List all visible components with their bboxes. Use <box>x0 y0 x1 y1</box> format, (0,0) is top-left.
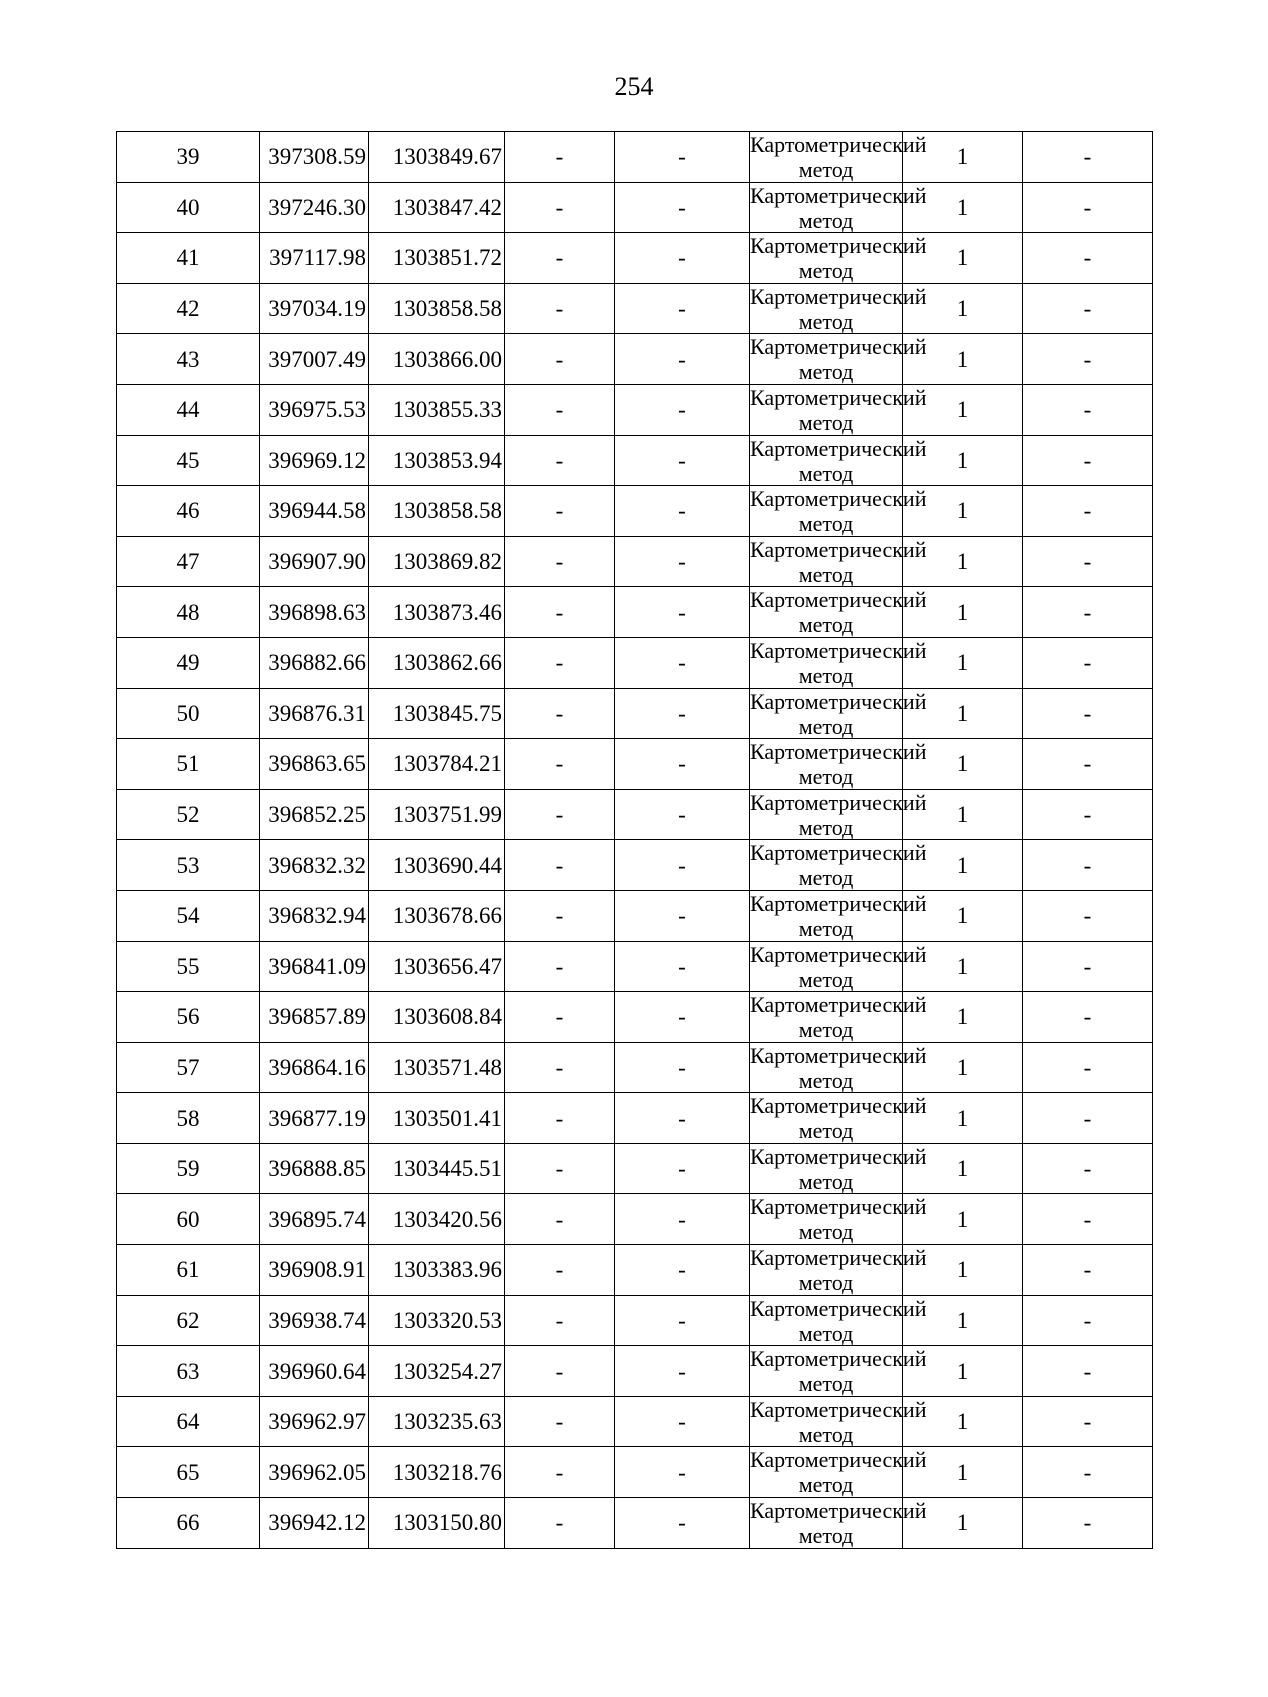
point-number-cell: 45 <box>117 435 260 486</box>
empty-value-cell: - <box>505 1396 615 1447</box>
method-cell <box>750 1042 927 1093</box>
method-cell <box>750 182 927 233</box>
accuracy-cell: 1 <box>903 1143 1023 1194</box>
empty-value-cell: - <box>1023 1396 1153 1447</box>
empty-value-cell: - <box>505 1093 615 1144</box>
y-coordinate-cell: 1303784.21 <box>369 739 505 790</box>
method-cell <box>750 890 927 941</box>
empty-value-cell: - <box>505 992 615 1043</box>
point-number-cell: 63 <box>117 1346 260 1397</box>
method-text: Картометрический метод <box>750 789 927 840</box>
y-coordinate-cell: 1303845.75 <box>369 688 505 739</box>
x-coordinate-cell: 396975.53 <box>260 384 369 435</box>
point-number-cell: 39 <box>117 132 260 183</box>
y-coordinate-cell: 1303851.72 <box>369 233 505 284</box>
method-text: Картометрический метод <box>750 992 927 1043</box>
x-coordinate-cell: 397117.98 <box>260 233 369 284</box>
accuracy-cell: 1 <box>903 1042 1023 1093</box>
x-coordinate-cell: 396938.74 <box>260 1295 369 1346</box>
method-cell <box>750 688 927 739</box>
table-row <box>117 941 1153 992</box>
y-coordinate-cell: 1303501.41 <box>369 1093 505 1144</box>
empty-value-cell: - <box>615 688 750 739</box>
empty-value-cell: - <box>505 1498 615 1549</box>
table-row <box>117 1093 1153 1144</box>
empty-value-cell: - <box>1023 132 1153 183</box>
x-coordinate-cell: 396895.74 <box>260 1194 369 1245</box>
point-number-cell: 55 <box>117 941 260 992</box>
accuracy-cell: 1 <box>903 536 1023 587</box>
accuracy-cell: 1 <box>903 941 1023 992</box>
empty-value-cell: - <box>505 536 615 587</box>
accuracy-cell: 1 <box>903 688 1023 739</box>
method-text: Картометрический метод <box>750 941 927 992</box>
method-text: Картометрический метод <box>750 840 927 891</box>
x-coordinate-cell: 396944.58 <box>260 486 369 537</box>
accuracy-cell: 1 <box>903 1093 1023 1144</box>
empty-value-cell: - <box>505 1447 615 1498</box>
empty-value-cell: - <box>505 1295 615 1346</box>
method-text: Картометрический метод <box>750 1093 927 1144</box>
y-coordinate-cell: 1303320.53 <box>369 1295 505 1346</box>
empty-value-cell: - <box>615 587 750 638</box>
table-row <box>117 1042 1153 1093</box>
empty-value-cell: - <box>615 334 750 385</box>
empty-value-cell: - <box>615 1042 750 1093</box>
y-coordinate-cell: 1303678.66 <box>369 890 505 941</box>
x-coordinate-cell: 396908.91 <box>260 1245 369 1296</box>
method-cell <box>750 739 927 790</box>
empty-value-cell: - <box>1023 1194 1153 1245</box>
empty-value-cell: - <box>1023 587 1153 638</box>
empty-value-cell: - <box>615 992 750 1043</box>
accuracy-cell: 1 <box>903 132 1023 183</box>
table-row <box>117 1447 1153 1498</box>
y-coordinate-cell: 1303150.80 <box>369 1498 505 1549</box>
x-coordinate-cell: 396962.97 <box>260 1396 369 1447</box>
accuracy-cell: 1 <box>903 486 1023 537</box>
empty-value-cell: - <box>1023 1295 1153 1346</box>
empty-value-cell: - <box>505 789 615 840</box>
method-text: Картометрический метод <box>750 739 927 790</box>
empty-value-cell: - <box>1023 486 1153 537</box>
accuracy-cell: 1 <box>903 1447 1023 1498</box>
y-coordinate-cell: 1303420.56 <box>369 1194 505 1245</box>
empty-value-cell: - <box>1023 384 1153 435</box>
x-coordinate-cell: 397308.59 <box>260 132 369 183</box>
table-row <box>117 132 1153 183</box>
empty-value-cell: - <box>1023 1498 1153 1549</box>
empty-value-cell: - <box>505 283 615 334</box>
point-number-cell: 66 <box>117 1498 260 1549</box>
method-text: Картометрический метод <box>750 1346 927 1397</box>
empty-value-cell: - <box>1023 1447 1153 1498</box>
x-coordinate-cell: 396857.89 <box>260 992 369 1043</box>
y-coordinate-cell: 1303862.66 <box>369 637 505 688</box>
method-cell <box>750 1346 927 1397</box>
empty-value-cell: - <box>615 1245 750 1296</box>
x-coordinate-cell: 396877.19 <box>260 1093 369 1144</box>
table-row <box>117 1346 1153 1397</box>
empty-value-cell: - <box>615 1498 750 1549</box>
table-row <box>117 1143 1153 1194</box>
empty-value-cell: - <box>505 587 615 638</box>
table-row <box>117 384 1153 435</box>
x-coordinate-cell: 397246.30 <box>260 182 369 233</box>
accuracy-cell: 1 <box>903 1295 1023 1346</box>
table-row <box>117 283 1153 334</box>
method-cell <box>750 1194 927 1245</box>
x-coordinate-cell: 396960.64 <box>260 1346 369 1397</box>
point-number-cell: 41 <box>117 233 260 284</box>
table-row <box>117 536 1153 587</box>
method-text: Картометрический метод <box>750 688 927 739</box>
y-coordinate-cell: 1303869.82 <box>369 536 505 587</box>
point-number-cell: 44 <box>117 384 260 435</box>
y-coordinate-cell: 1303445.51 <box>369 1143 505 1194</box>
method-text: Картометрический метод <box>750 1042 927 1093</box>
x-coordinate-cell: 396888.85 <box>260 1143 369 1194</box>
accuracy-cell: 1 <box>903 384 1023 435</box>
empty-value-cell: - <box>1023 283 1153 334</box>
method-cell <box>750 992 927 1043</box>
y-coordinate-cell: 1303858.58 <box>369 486 505 537</box>
method-cell <box>750 1498 927 1549</box>
y-coordinate-cell: 1303383.96 <box>369 1245 505 1296</box>
y-coordinate-cell: 1303873.46 <box>369 587 505 638</box>
empty-value-cell: - <box>615 1346 750 1397</box>
table-row <box>117 992 1153 1043</box>
empty-value-cell: - <box>615 890 750 941</box>
method-cell <box>750 840 927 891</box>
y-coordinate-cell: 1303690.44 <box>369 840 505 891</box>
empty-value-cell: - <box>505 890 615 941</box>
method-cell <box>750 1143 927 1194</box>
empty-value-cell: - <box>615 486 750 537</box>
point-number-cell: 62 <box>117 1295 260 1346</box>
empty-value-cell: - <box>615 840 750 891</box>
empty-value-cell: - <box>1023 1245 1153 1296</box>
accuracy-cell: 1 <box>903 992 1023 1043</box>
table-row <box>117 435 1153 486</box>
x-coordinate-cell: 397034.19 <box>260 283 369 334</box>
accuracy-cell: 1 <box>903 890 1023 941</box>
empty-value-cell: - <box>505 384 615 435</box>
method-cell <box>750 334 927 385</box>
method-text: Картометрический метод <box>750 1143 927 1194</box>
x-coordinate-cell: 396841.09 <box>260 941 369 992</box>
x-coordinate-cell: 396907.90 <box>260 536 369 587</box>
method-cell <box>750 941 927 992</box>
y-coordinate-cell: 1303847.42 <box>369 182 505 233</box>
method-text: Картометрический метод <box>750 486 927 537</box>
empty-value-cell: - <box>615 435 750 486</box>
x-coordinate-cell: 396882.66 <box>260 637 369 688</box>
empty-value-cell: - <box>505 486 615 537</box>
empty-value-cell: - <box>505 637 615 688</box>
x-coordinate-cell: 396863.65 <box>260 739 369 790</box>
point-number-cell: 49 <box>117 637 260 688</box>
empty-value-cell: - <box>1023 1042 1153 1093</box>
empty-value-cell: - <box>505 233 615 284</box>
empty-value-cell: - <box>505 435 615 486</box>
empty-value-cell: - <box>505 941 615 992</box>
table-row <box>117 688 1153 739</box>
empty-value-cell: - <box>615 384 750 435</box>
method-text: Картометрический метод <box>750 637 927 688</box>
accuracy-cell: 1 <box>903 789 1023 840</box>
empty-value-cell: - <box>615 1143 750 1194</box>
accuracy-cell: 1 <box>903 739 1023 790</box>
method-cell <box>750 1295 927 1346</box>
empty-value-cell: - <box>505 1346 615 1397</box>
y-coordinate-cell: 1303254.27 <box>369 1346 505 1397</box>
empty-value-cell: - <box>505 132 615 183</box>
empty-value-cell: - <box>615 941 750 992</box>
point-number-cell: 43 <box>117 334 260 385</box>
page-number: 254 <box>614 72 654 101</box>
empty-value-cell: - <box>615 233 750 284</box>
empty-value-cell: - <box>615 1396 750 1447</box>
y-coordinate-cell: 1303849.67 <box>369 132 505 183</box>
table-row <box>117 182 1153 233</box>
accuracy-cell: 1 <box>903 1194 1023 1245</box>
x-coordinate-cell: 396852.25 <box>260 789 369 840</box>
method-cell <box>750 536 927 587</box>
method-text: Картометрический метод <box>750 1194 927 1245</box>
x-coordinate-cell: 396876.31 <box>260 688 369 739</box>
method-cell <box>750 789 927 840</box>
x-coordinate-cell: 396898.63 <box>260 587 369 638</box>
table-body <box>117 132 1153 1549</box>
empty-value-cell: - <box>615 739 750 790</box>
empty-value-cell: - <box>615 182 750 233</box>
method-cell <box>750 1245 927 1296</box>
accuracy-cell: 1 <box>903 1498 1023 1549</box>
table-row <box>117 1498 1153 1549</box>
point-number-cell: 52 <box>117 789 260 840</box>
empty-value-cell: - <box>505 1042 615 1093</box>
x-coordinate-cell: 396832.32 <box>260 840 369 891</box>
empty-value-cell: - <box>1023 182 1153 233</box>
accuracy-cell: 1 <box>903 587 1023 638</box>
table-row <box>117 486 1153 537</box>
x-coordinate-cell: 396864.16 <box>260 1042 369 1093</box>
y-coordinate-cell: 1303858.58 <box>369 283 505 334</box>
empty-value-cell: - <box>505 334 615 385</box>
accuracy-cell: 1 <box>903 435 1023 486</box>
point-number-cell: 59 <box>117 1143 260 1194</box>
method-text: Картометрический метод <box>750 283 927 334</box>
table-row <box>117 587 1153 638</box>
empty-value-cell: - <box>1023 941 1153 992</box>
empty-value-cell: - <box>1023 890 1153 941</box>
empty-value-cell: - <box>1023 1143 1153 1194</box>
empty-value-cell: - <box>505 739 615 790</box>
empty-value-cell: - <box>505 1143 615 1194</box>
point-number-cell: 53 <box>117 840 260 891</box>
point-number-cell: 60 <box>117 1194 260 1245</box>
y-coordinate-cell: 1303235.63 <box>369 1396 505 1447</box>
empty-value-cell: - <box>505 840 615 891</box>
table-row <box>117 233 1153 284</box>
coordinates-table <box>116 131 1153 1549</box>
method-text: Картометрический метод <box>750 435 927 486</box>
method-text: Картометрический метод <box>750 233 927 284</box>
table-row <box>117 1245 1153 1296</box>
table-row <box>117 789 1153 840</box>
y-coordinate-cell: 1303608.84 <box>369 992 505 1043</box>
method-cell <box>750 486 927 537</box>
empty-value-cell: - <box>505 688 615 739</box>
method-text: Картометрический метод <box>750 182 927 233</box>
method-cell <box>750 435 927 486</box>
empty-value-cell: - <box>1023 334 1153 385</box>
empty-value-cell: - <box>1023 992 1153 1043</box>
method-cell <box>750 384 927 435</box>
point-number-cell: 64 <box>117 1396 260 1447</box>
method-text: Картометрический метод <box>750 132 927 182</box>
empty-value-cell: - <box>615 1295 750 1346</box>
accuracy-cell: 1 <box>903 1245 1023 1296</box>
point-number-cell: 48 <box>117 587 260 638</box>
table-row <box>117 739 1153 790</box>
method-text: Картометрический метод <box>750 1295 927 1346</box>
method-cell <box>750 283 927 334</box>
empty-value-cell: - <box>1023 435 1153 486</box>
empty-value-cell: - <box>1023 233 1153 284</box>
accuracy-cell: 1 <box>903 840 1023 891</box>
method-cell <box>750 1093 927 1144</box>
point-number-cell: 61 <box>117 1245 260 1296</box>
point-number-cell: 47 <box>117 536 260 587</box>
point-number-cell: 50 <box>117 688 260 739</box>
accuracy-cell: 1 <box>903 182 1023 233</box>
empty-value-cell: - <box>1023 688 1153 739</box>
point-number-cell: 51 <box>117 739 260 790</box>
empty-value-cell: - <box>615 637 750 688</box>
empty-value-cell: - <box>505 1245 615 1296</box>
table-row <box>117 334 1153 385</box>
empty-value-cell: - <box>615 1447 750 1498</box>
empty-value-cell: - <box>615 789 750 840</box>
y-coordinate-cell: 1303853.94 <box>369 435 505 486</box>
accuracy-cell: 1 <box>903 334 1023 385</box>
point-number-cell: 56 <box>117 992 260 1043</box>
table-row <box>117 840 1153 891</box>
point-number-cell: 65 <box>117 1447 260 1498</box>
method-text: Картометрический метод <box>750 384 927 435</box>
empty-value-cell: - <box>615 1194 750 1245</box>
point-number-cell: 46 <box>117 486 260 537</box>
empty-value-cell: - <box>505 1194 615 1245</box>
point-number-cell: 42 <box>117 283 260 334</box>
accuracy-cell: 1 <box>903 233 1023 284</box>
empty-value-cell: - <box>505 182 615 233</box>
point-number-cell: 40 <box>117 182 260 233</box>
accuracy-cell: 1 <box>903 1346 1023 1397</box>
y-coordinate-cell: 1303571.48 <box>369 1042 505 1093</box>
method-text: Картометрический метод <box>750 1396 927 1447</box>
empty-value-cell: - <box>615 536 750 587</box>
empty-value-cell: - <box>615 283 750 334</box>
empty-value-cell: - <box>1023 1346 1153 1397</box>
x-coordinate-cell: 396969.12 <box>260 435 369 486</box>
y-coordinate-cell: 1303218.76 <box>369 1447 505 1498</box>
accuracy-cell: 1 <box>903 283 1023 334</box>
method-cell <box>750 1396 927 1447</box>
y-coordinate-cell: 1303855.33 <box>369 384 505 435</box>
empty-value-cell: - <box>615 1093 750 1144</box>
empty-value-cell: - <box>1023 536 1153 587</box>
method-cell <box>750 233 927 284</box>
method-text: Картометрический метод <box>750 890 927 941</box>
point-number-cell: 54 <box>117 890 260 941</box>
table-row <box>117 637 1153 688</box>
method-cell <box>750 587 927 638</box>
accuracy-cell: 1 <box>903 637 1023 688</box>
point-number-cell: 57 <box>117 1042 260 1093</box>
y-coordinate-cell: 1303751.99 <box>369 789 505 840</box>
table-row <box>117 1396 1153 1447</box>
y-coordinate-cell: 1303656.47 <box>369 941 505 992</box>
method-text: Картометрический метод <box>750 587 927 638</box>
empty-value-cell: - <box>1023 840 1153 891</box>
empty-value-cell: - <box>1023 789 1153 840</box>
method-text: Картометрический метод <box>750 334 927 385</box>
y-coordinate-cell: 1303866.00 <box>369 334 505 385</box>
x-coordinate-cell: 397007.49 <box>260 334 369 385</box>
table-row <box>117 1194 1153 1245</box>
method-text: Картометрический метод <box>750 1245 927 1296</box>
empty-value-cell: - <box>1023 739 1153 790</box>
table-row <box>117 1295 1153 1346</box>
x-coordinate-cell: 396942.12 <box>260 1498 369 1549</box>
x-coordinate-cell: 396962.05 <box>260 1447 369 1498</box>
method-text: Картометрический метод <box>750 1498 927 1549</box>
x-coordinate-cell: 396832.94 <box>260 890 369 941</box>
method-cell <box>750 637 927 688</box>
method-text: Картометрический метод <box>750 1447 927 1498</box>
method-cell <box>750 1447 927 1498</box>
method-text: Картометрический метод <box>750 536 927 587</box>
empty-value-cell: - <box>1023 637 1153 688</box>
empty-value-cell: - <box>615 132 750 183</box>
table-row <box>117 890 1153 941</box>
empty-value-cell: - <box>1023 1093 1153 1144</box>
point-number-cell: 58 <box>117 1093 260 1144</box>
method-cell <box>750 132 927 183</box>
accuracy-cell: 1 <box>903 1396 1023 1447</box>
